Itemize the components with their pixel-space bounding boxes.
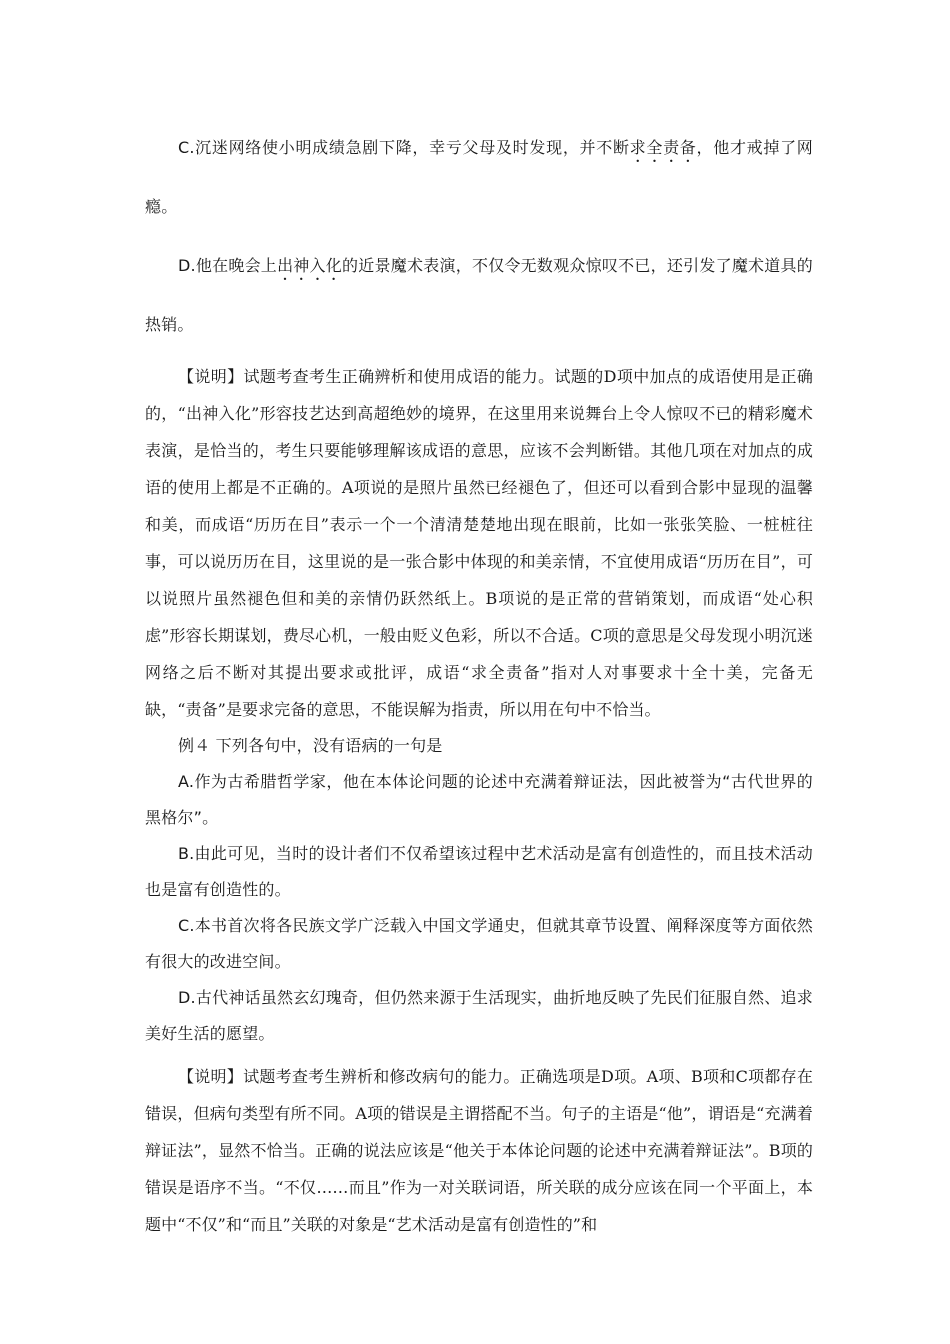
example4-option-d: D.古代神话虽然玄幻瑰奇，但仍然来源于生活现实，曲折地反映了先民们征服自然、追求美好生活的愿望。	[145, 988, 813, 1043]
document-page	[145, 128, 813, 1243]
example3-explanation: 【说明】试题考查考生正确辨析和使用成语的能力。试题的D项中加点的成语使用是正确的，“出神入化”形容技艺达到高超绝妙的境界，在这里用来说舞台上令人惊叹不已的精彩魔术表演，是恰当的，考生只要能够理解该成语的意思，应该不会判断错。其他几项在对加点的成语的使用上都是不正确的。A项说的是照片虽然已经褪色了，但还可以看到合影中显现的温馨和美，而成语“历历在目”表示一个一个清清楚楚地出现在眼前，比如一张张笑脸、一桩桩往事，可以说历历在目，这里说的是一张合影中体现的和美亲情，不宜使用成语“历历在目”，可以说照片虽然褪色但和美的亲情仍跃然纸上。B项说的是正常的营销策划，而成语“处心积虑”形容长期谋划，费尽心机，一般由贬义色彩，所以不合适。C项的意思是父母发现小明沉迷网络之后不断对其提出要求或批评，成语“求全责备”指对人对事要求十全十美，完备无缺，“责备”是要求完备的意思，不能误解为指责，所以用在句中不恰当。	[145, 367, 813, 719]
option-d-dotted-idiom: 出神入化	[277, 256, 343, 275]
option-c-text-after: ，他才戒掉了网瘾。	[145, 138, 813, 216]
option-c-dotted-idiom: 求全责备	[629, 138, 697, 157]
example4	[145, 728, 813, 1052]
option-d-text-after: 的近景魔术表演，不仅令无数观众惊叹不已，还引发了魔术道具的热销。	[145, 256, 813, 334]
option-c	[145, 118, 813, 236]
example4-question: 例４ 下列各句中，没有语病的一句是	[178, 736, 443, 755]
option-d	[145, 236, 813, 354]
example4-explanation: 【说明】试题考查考生辨析和修改病句的能力。正确选项是D项。A项、B项和C项都存在错误，但病句类型有所不同。A项的错误是主谓搭配不当。句子的主语是“他”，谓语是“充满着辩证法”，显然不恰当。正确的说法应该是“他关于本体论问题的论述中充满着辩证法”。B项的错误是语序不当。“不仅……而且”作为一对关联词语，所关联的成分应该在同一个平面上，本题中“不仅”和“而且”关联的对象是“艺术活动是富有创造性的”和	[145, 1067, 813, 1234]
example3-options	[145, 118, 813, 354]
example4-option-a: A.作为古希腊哲学家，他在本体论问题的论述中充满着辩证法，因此被誉为“古代世界的黑格尔”。	[145, 772, 813, 827]
example4-option-c: C.本书首次将各民族文学广泛载入中国文学通史，但就其章节设置、阐释深度等方面依然有很大的改进空间。	[145, 916, 813, 971]
option-d-text-before: D.他在晚会上	[178, 256, 278, 275]
example4-option-b: B.由此可见，当时的设计者们不仅希望该过程中艺术活动是富有创造性的，而且技术活动也是富有创造性的。	[145, 844, 813, 899]
option-c-text-before: C.沉迷网络使小明成绩急剧下降，幸亏父母及时发现，并不断	[178, 138, 630, 157]
